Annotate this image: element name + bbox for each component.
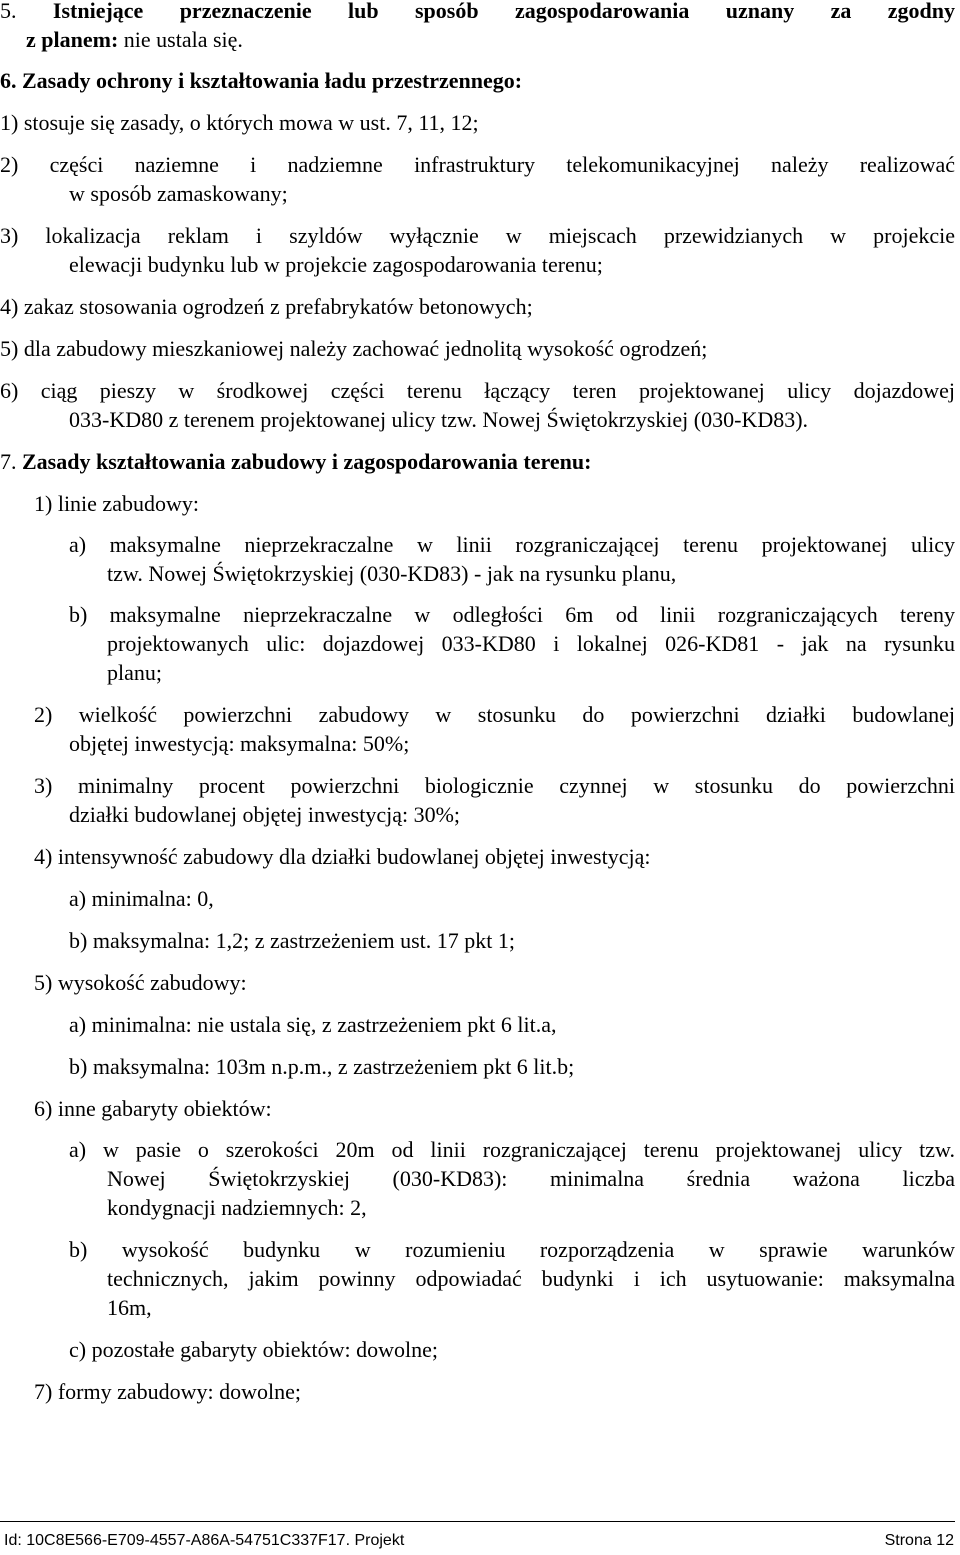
section-5-value: nie ustala się. bbox=[118, 27, 243, 52]
s7-line-1b-cont: projektowanych ulic: dojazdowej 033-KD80 i lokalnej 026-KD81 - jak na rysunku bbox=[107, 631, 955, 656]
s7-line-6a: a) w pasie o szerokości 20m od linii rozgraniczającej terenu projektowanej ulicy tzw. bbox=[69, 1137, 955, 1162]
s6-item-3: 3) lokalizacja reklam i szyldów wyłącznie w miejscach przewidzianych w projekcie bbox=[0, 223, 955, 248]
s7-line-6b: b) wysokość budynku w rozumieniu rozporządzenia w sprawie warunków bbox=[69, 1237, 955, 1262]
section-5-heading bbox=[0, 0, 955, 25]
s7-line-7: 7) formy zabudowy: dowolne; bbox=[34, 1379, 301, 1404]
s7-line-5b: b) maksymalna: 103m n.p.m., z zastrzeżeniem pkt 6 lit.b; bbox=[69, 1054, 575, 1079]
s7-line-1b-cont2: planu; bbox=[107, 660, 162, 685]
s7-line-1: 1) linie zabudowy: bbox=[34, 491, 199, 516]
s6-item-1: 1) stosuje się zasady, o których mowa w ust. 7, 11, 12; bbox=[0, 110, 479, 135]
s6-item-3-cont: elewacji budynku lub w projekcie zagospodarowania terenu; bbox=[69, 252, 603, 277]
section-7-heading bbox=[0, 447, 591, 476]
s7-line-2: 2) wielkość powierzchni zabudowy w stosunku do powierzchni działki budowlanej bbox=[34, 702, 955, 727]
s7-line-3-cont: działki budowlanej objętej inwestycją: 30%; bbox=[69, 802, 461, 827]
document-id: Id: 10C8E566-E709-4557-A86A-54751C337F17. Projekt bbox=[4, 1532, 405, 1549]
section-5-title: Istniejące przeznaczenie lub sposób zagospodarowania uznany za zgodny bbox=[52, 0, 955, 23]
s6-item-6: 6) ciąg pieszy w środkowej części terenu łączący teren projektowanej ulicy dojazdowej bbox=[0, 378, 955, 403]
s6-item-2: 2) części naziemne i nadziemne infrastruktury telekomunikacyjnej należy realizować bbox=[0, 152, 955, 177]
s7-line-6b-cont: technicznych, jakim powinny odpowiadać budynki i ich usytuowanie: maksymalna bbox=[107, 1266, 955, 1291]
s7-line-3: 3) minimalny procent powierzchni biologicznie czynnej w stosunku do powierzchni bbox=[34, 773, 955, 798]
footer-divider bbox=[0, 1521, 955, 1522]
s7-line-1b: b) maksymalne nieprzekraczalne w odległości 6m od linii rozgraniczających tereny bbox=[69, 602, 955, 627]
s6-item-6-cont: 033-KD80 z terenem projektowanej ulicy tzw. Nowej Świętokrzyskiej (030-KD83). bbox=[69, 407, 809, 432]
section-7-number: 7. bbox=[0, 449, 17, 474]
s7-line-6a-cont2: kondygnacji nadziemnych: 2, bbox=[107, 1195, 367, 1220]
s7-line-5: 5) wysokość zabudowy: bbox=[34, 970, 247, 995]
s6-item-2-cont: w sposób zamaskowany; bbox=[69, 181, 288, 206]
section-5-line2 bbox=[26, 25, 243, 54]
s6-item-4: 4) zakaz stosowania ogrodzeń z prefabrykatów betonowych; bbox=[0, 294, 533, 319]
s7-line-6c: c) pozostałe gabaryty obiektów: dowolne; bbox=[69, 1337, 439, 1362]
s7-line-4b: b) maksymalna: 1,2; z zastrzeżeniem ust. 17 pkt 1; bbox=[69, 928, 515, 953]
page-number: Strona 12 bbox=[884, 1532, 954, 1549]
s7-line-6b-cont2: 16m, bbox=[107, 1295, 152, 1320]
s7-line-2-cont: objętej inwestycją: maksymalna: 50%; bbox=[69, 731, 410, 756]
section-7-title: Zasady kształtowania zabudowy i zagospodarowania terenu: bbox=[22, 449, 592, 474]
s6-item-5: 5) dla zabudowy mieszkaniowej należy zachować jednolitą wysokość ogrodzeń; bbox=[0, 336, 708, 361]
section-6-heading: 6. Zasady ochrony i kształtowania ładu przestrzennego: bbox=[0, 68, 523, 93]
s7-line-1a: a) maksymalne nieprzekraczalne w linii rozgraniczającej terenu projektowanej ulicy bbox=[69, 532, 955, 557]
s7-line-4a: a) minimalna: 0, bbox=[69, 886, 214, 911]
s7-line-6a-cont: Nowej Świętokrzyskiej (030-KD83): minimalna średnia ważona liczba bbox=[107, 1166, 955, 1191]
s7-line-1a-cont: tzw. Nowej Świętokrzyskiej (030-KD83) - jak na rysunku planu, bbox=[107, 561, 677, 586]
s7-line-4: 4) intensywność zabudowy dla działki budowlanej objętej inwestycją: bbox=[34, 844, 651, 869]
s7-line-5a: a) minimalna: nie ustala się, z zastrzeżeniem pkt 6 lit.a, bbox=[69, 1012, 557, 1037]
section-5-title-cont: z planem: bbox=[26, 27, 119, 52]
section-5-number: 5. bbox=[0, 0, 17, 23]
s7-line-6: 6) inne gabaryty obiektów: bbox=[34, 1096, 272, 1121]
